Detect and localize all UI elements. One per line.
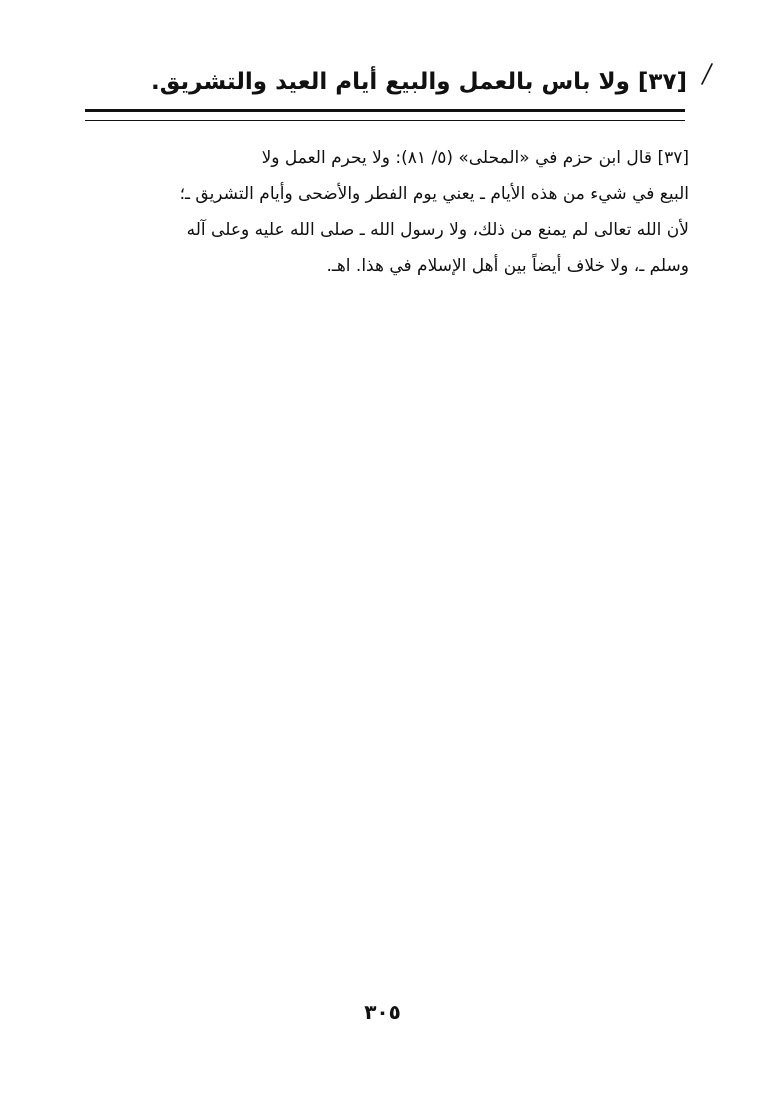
body-line: [٣٧] قال ابن حزم في «المحلى» (٥/ ٨١): ولا يحرم العمل ولا [261, 148, 689, 168]
heading-rule-thick [85, 109, 685, 112]
body-line: البيع في شيء من هذه الأيام ـ يعني يوم الفطر والأضحى وأيام التشريق ـ؛ [179, 184, 689, 204]
section-heading: [٣٧] ولا باس بالعمل والبيع أيام العيد والتشريق. [151, 69, 687, 95]
pen-mark-icon [700, 60, 714, 88]
heading-rule-thin [85, 120, 685, 121]
body-line: وسلم ـ، ولا خلاف أيضاً بين أهل الإسلام في هذا. اهـ. [326, 256, 689, 276]
body-paragraph [81, 140, 689, 284]
body-line: لأن الله تعالى لم يمنع من ذلك، ولا رسول الله ـ صلى الله عليه وعلى آله [186, 220, 689, 240]
page-number: ٣٠٥ [364, 1000, 401, 1024]
